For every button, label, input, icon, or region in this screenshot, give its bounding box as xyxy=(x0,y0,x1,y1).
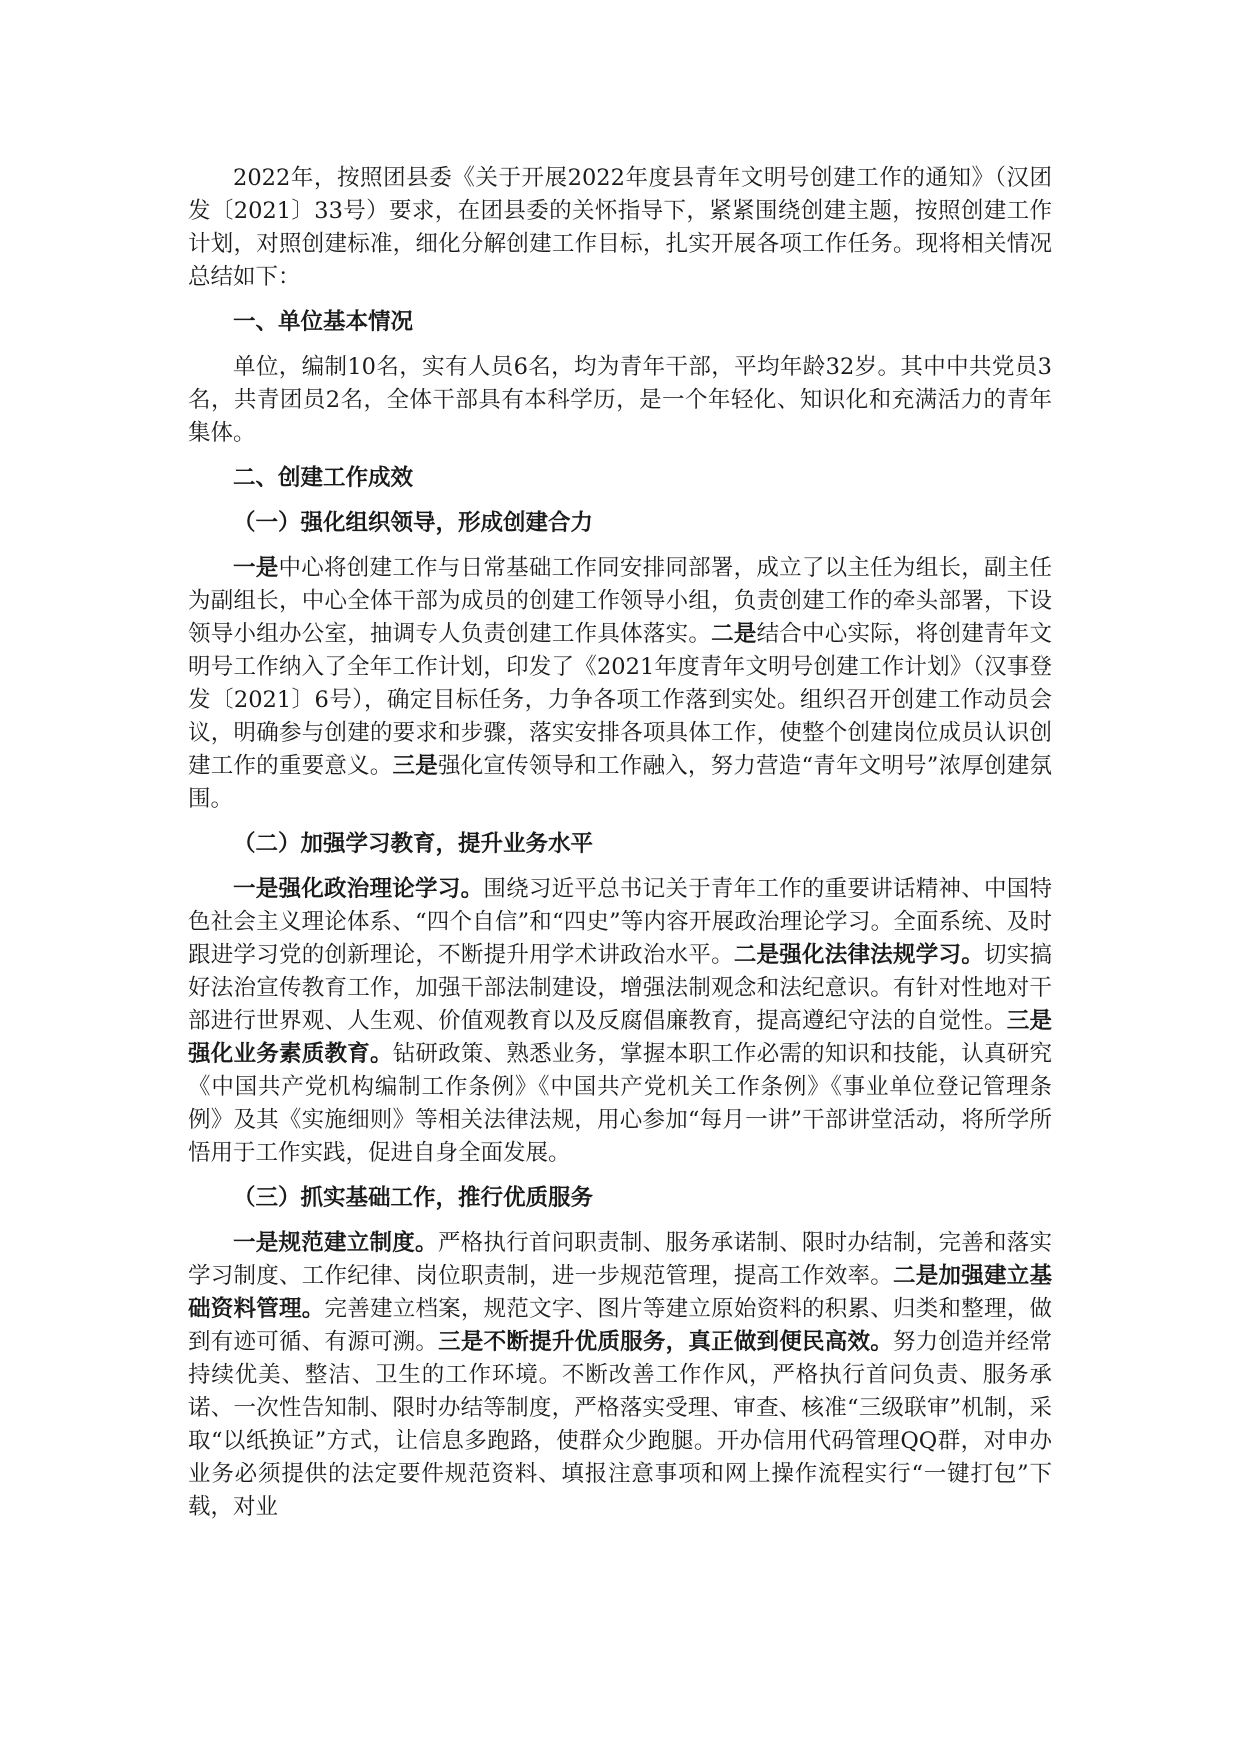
sub3-lead-3: 三是不断提升优质服务，真正做到便民高效。 xyxy=(438,1329,894,1355)
section1-heading: 一、单位基本情况 xyxy=(233,309,414,335)
sub1-text-2: 结合中心实际，将创建青年文明号工作纳入了全年工作计划，印发了《2021年度青年文明号创建工作计划》（汉事登发〔2021〕6号），确定目标任务，力争各项工作落到实处。组织召开创建工作动员会议，明确参与创建的要求和步骤，落实安排各项具体工作，使整个创建岗位成员认识创建工作的重要意义。 xyxy=(188,621,1052,779)
sub2-text-2: 切实搞好法治宣传教育工作，加强干部法制建设，增强法制观念和法纪意识。有针对性地对干部进行世界观、人生观、价值观教育以及反腐倡廉教育，提高遵纪守法的自觉性。 xyxy=(188,942,1052,1034)
sub2-lead-2: 二是强化法律法规学习。 xyxy=(733,942,984,968)
subsection2-title: （二）加强学习教育，提升业务水平 xyxy=(233,831,594,857)
sub1-lead-2: 二是 xyxy=(711,621,757,647)
sub1-lead-1: 一是 xyxy=(233,555,279,581)
sub1-lead-3: 三是 xyxy=(392,753,438,779)
section1-body: 单位，编制10名，实有人员6名，均为青年干部，平均年龄32岁。其中中共党员3名，共青团员2名，全体干部具有本科学历，是一个年轻化、知识化和充满活力的青年集体。 xyxy=(188,354,1052,446)
subsection1-title: （一）强化组织领导，形成创建合力 xyxy=(233,510,594,536)
sub3-lead-2: 二是加强建立基础资料管理。 xyxy=(188,1263,1052,1322)
section2-heading: 二、创建工作成效 xyxy=(233,465,414,491)
subsection2-body xyxy=(188,873,1052,1170)
sub2-text-1: 围绕习近平总书记关于青年工作的重要讲话精神、中国特色社会主义理论体系、“四个自信”和“四史”等内容开展政治理论学习。全面系统、及时跟进学习党的创新理论，不断提升用学术讲政治水平。 xyxy=(188,876,1052,968)
subsection1-body xyxy=(188,552,1052,816)
intro-paragraph: 2022年，按照团县委《关于开展2022年度县青年文明号创建工作的通知》（汉团发〔2021〕33号）要求，在团县委的关怀指导下，紧紧围绕创建主题，按照创建工作计划，对照创建标准，细化分解创建工作目标，扎实开展各项工作任务。现将相关情况总结如下： xyxy=(188,165,1052,290)
sub2-lead-1: 一是强化政治理论学习。 xyxy=(233,876,484,902)
sub3-text-1: 严格执行首问职责制、服务承诺制、限时办结制，完善和落实学习制度、工作纪律、岗位职责制，进一步规范管理，提高工作效率。 xyxy=(188,1230,1052,1289)
sub2-text-3: 钻研政策、熟悉业务，掌握本职工作必需的知识和技能，认真研究《中国共产党机构编制工作条例》《中国共产党机关工作条例》《事业单位登记管理条例》及其《实施细则》等相关法律法规，用心参加“每月一讲”干部讲堂活动，将所学所悟用于工作实践，促进自身全面发展。 xyxy=(188,1041,1052,1166)
subsection3-body xyxy=(188,1227,1052,1524)
sub1-text-1: 中心将创建工作与日常基础工作同安排同部署，成立了以主任为组长，副主任为副组长，中心全体干部为成员的创建工作领导小组，负责创建工作的牵头部署，下设领导小组办公室，抽调专人负责创建工作具体落实。 xyxy=(188,555,1052,647)
document-page xyxy=(188,162,1052,1524)
sub3-text-2: 完善建立档案，规范文字、图片等建立原始资料的积累、归类和整理，做到有迹可循、有源可溯。 xyxy=(188,1296,1052,1355)
sub3-lead-1: 一是规范建立制度。 xyxy=(233,1230,438,1256)
subsection3-title: （三）抓实基础工作，推行优质服务 xyxy=(233,1185,594,1211)
sub2-lead-3: 三是强化业务素质教育。 xyxy=(188,1008,1052,1067)
sub3-text-3: 努力创造并经常持续优美、整洁、卫生的工作环境。不断改善工作作风，严格执行首问负责、服务承诺、一次性告知制、限时办结等制度，严格落实受理、审查、核准“三级联审”机制，采取“以纸换证”方式，让信息多跑路，使群众少跑腿。开办信用代码管理QQ群，对申办业务必须提供的法定要件规范资料、填报注意事项和网上操作流程实行“一键打包”下载，对业 xyxy=(188,1329,1052,1520)
sub1-text-3: 强化宣传领导和工作融入，努力营造“青年文明号”浓厚创建氛围。 xyxy=(188,753,1052,812)
